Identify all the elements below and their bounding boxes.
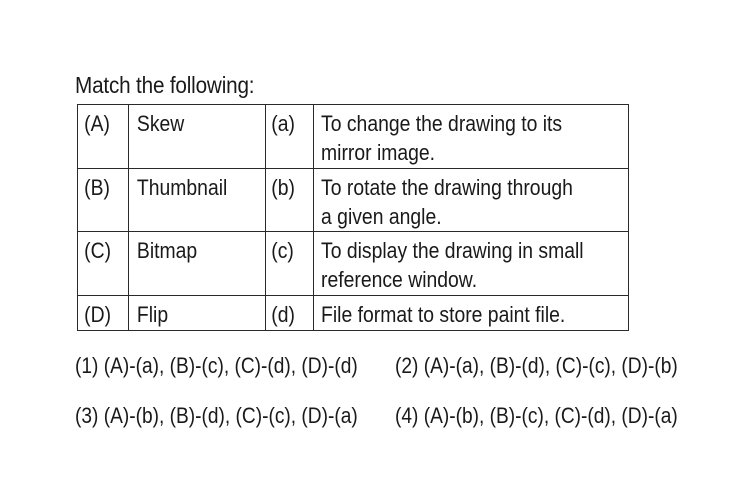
match-table [77,104,629,331]
right-label: (b) [271,175,295,200]
right-description [314,236,627,294]
table-row [78,105,629,169]
question-heading: Match the following: [75,72,255,98]
right-label: (c) [271,238,294,263]
right-description-line: To change the drawing to its [321,111,563,136]
right-description-line: a given angle. [321,204,442,229]
left-label: (C) [84,238,112,263]
right-description-line: mirror image. [321,140,436,165]
table-row [78,232,629,296]
right-label: (a) [271,111,295,136]
table-row [78,296,629,331]
right-description-line: To display the drawing in small [321,238,584,263]
right-description [314,173,627,231]
left-term: Thumbnail [136,175,228,200]
right-description-line: reference window. [321,267,478,292]
right-label: (d) [271,302,295,327]
left-term: Bitmap [136,238,198,263]
answer-option-3[interactable]: (3) (A)-(b), (B)-(d), (C)-(c), (D)-(a) [75,403,358,428]
left-label: (A) [84,111,110,136]
answer-option-1[interactable]: (1) (A)-(a), (B)-(c), (C)-(d), (D)-(d) [75,353,358,378]
right-description-line: File format to store paint file. [321,302,566,327]
left-label: (B) [84,175,110,200]
left-label: (D) [84,302,112,327]
left-term: Flip [136,302,169,327]
answer-option-2[interactable]: (2) (A)-(a), (B)-(d), (C)-(c), (D)-(b) [395,353,678,378]
right-description-line: To rotate the drawing through [321,175,573,200]
answer-option-4[interactable]: (4) (A)-(b), (B)-(c), (C)-(d), (D)-(a) [395,403,678,428]
left-term: Skew [136,111,185,136]
table-row [78,169,629,232]
right-description [314,109,627,167]
right-description [314,300,627,329]
